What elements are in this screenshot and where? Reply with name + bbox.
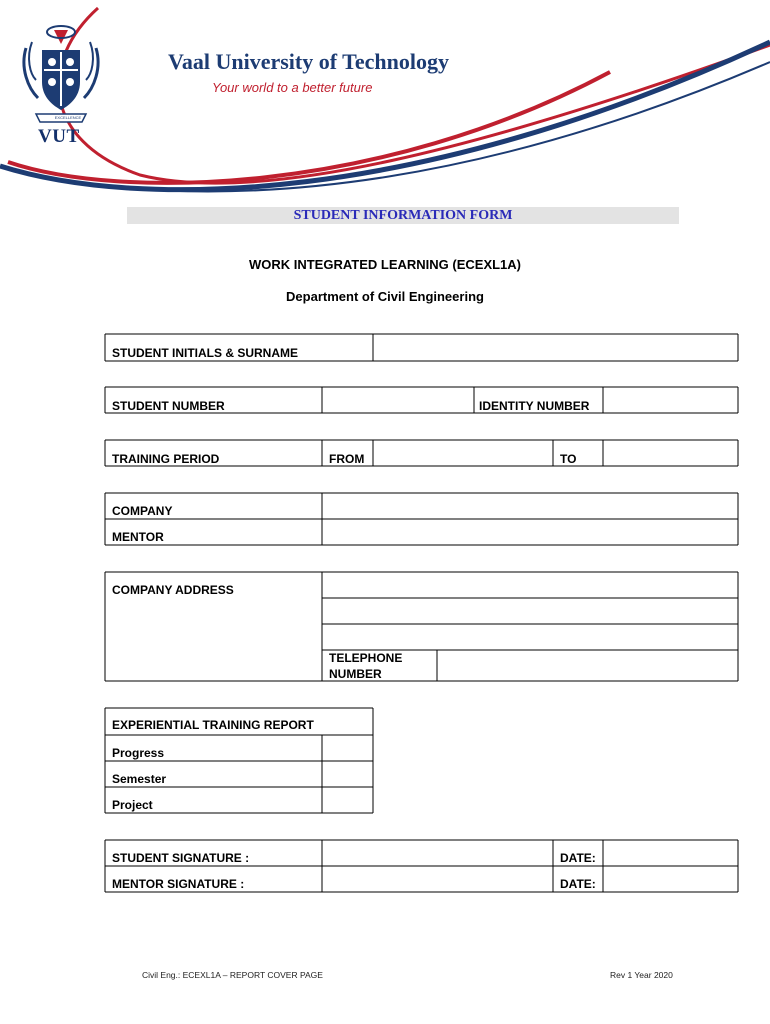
address-line-1-field[interactable] xyxy=(323,573,737,597)
university-name: Vaal University of Technology xyxy=(168,49,449,74)
project-label: Project xyxy=(112,798,153,812)
mentor-field[interactable] xyxy=(323,520,737,544)
vut-abbreviation: VUT xyxy=(38,126,80,147)
mentor-date-field[interactable] xyxy=(604,867,737,891)
form-title: STUDENT INFORMATION FORM xyxy=(293,208,513,223)
training-from-field[interactable] xyxy=(374,441,552,465)
company-field[interactable] xyxy=(323,494,737,518)
student-number-field[interactable] xyxy=(323,388,473,412)
progress-label: Progress xyxy=(112,746,165,760)
training-period-label: TRAINING PERIOD xyxy=(112,452,220,466)
telephone-label-line1: TELEPHONE xyxy=(329,651,403,665)
date-label-1: DATE: xyxy=(560,851,596,865)
company-label: COMPANY xyxy=(112,504,173,518)
identity-number-label: IDENTITY NUMBER xyxy=(479,399,590,413)
address-line-2-field[interactable] xyxy=(323,599,737,623)
student-signature-field[interactable] xyxy=(323,841,552,865)
from-label: FROM xyxy=(329,452,365,466)
to-label: TO xyxy=(560,452,577,466)
mentor-signature-label: MENTOR SIGNATURE : xyxy=(112,877,245,891)
mentor-label: MENTOR xyxy=(112,530,164,544)
project-checkbox[interactable] xyxy=(323,788,372,812)
student-name-label: STUDENT INITIALS & SURNAME xyxy=(112,346,298,360)
semester-checkbox[interactable] xyxy=(323,762,372,786)
company-address-label: COMPANY ADDRESS xyxy=(112,583,234,597)
date-label-2: DATE: xyxy=(560,877,596,891)
identity-number-field[interactable] xyxy=(604,388,737,412)
crest-motto: EXCELLENCE xyxy=(54,115,82,120)
address-line-3-field[interactable] xyxy=(323,625,737,649)
telephone-field[interactable] xyxy=(438,651,737,680)
progress-checkbox[interactable] xyxy=(323,736,372,760)
department-title: Department of Civil Engineering xyxy=(286,289,484,304)
semester-label: Semester xyxy=(112,772,167,786)
report-label: EXPERIENTIAL TRAINING REPORT xyxy=(112,718,314,732)
student-date-field[interactable] xyxy=(604,841,737,865)
mentor-signature-field[interactable] xyxy=(323,867,552,891)
student-signature-label: STUDENT SIGNATURE : xyxy=(112,851,250,865)
university-tagline: Your world to a better future xyxy=(212,80,373,95)
telephone-label-line2: NUMBER xyxy=(329,667,382,681)
student-number-label: STUDENT NUMBER xyxy=(112,399,225,413)
footer-right: Rev 1 Year 2020 xyxy=(610,970,673,980)
student-name-field[interactable] xyxy=(374,335,737,360)
course-title: WORK INTEGRATED LEARNING (ECEXL1A) xyxy=(248,257,522,272)
training-to-field[interactable] xyxy=(604,441,737,465)
footer-left: Civil Eng.: ECEXL1A – REPORT COVER PAGE xyxy=(142,970,323,980)
